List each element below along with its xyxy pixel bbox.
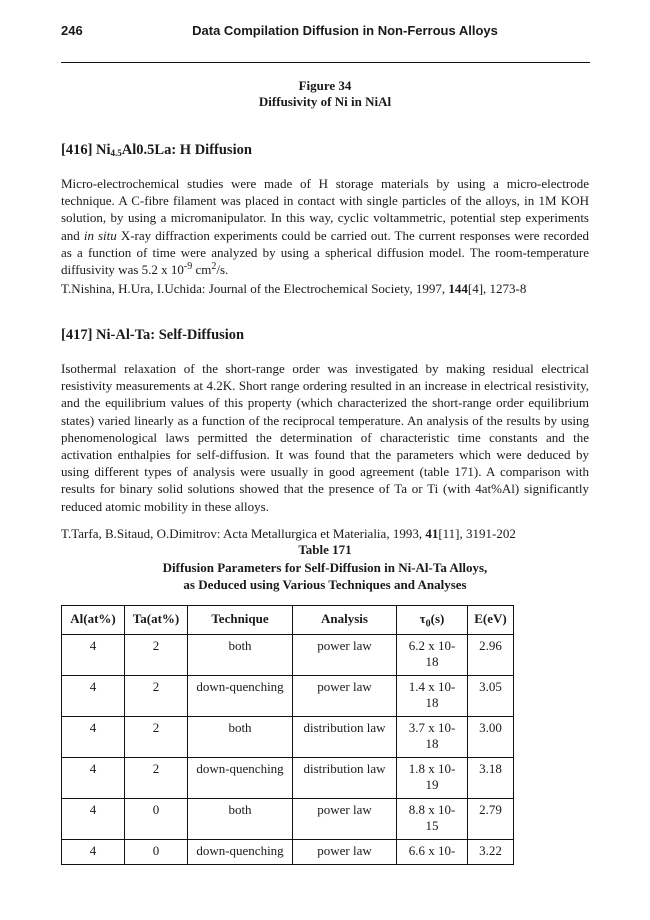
unit-exponent: 2 (211, 261, 217, 273)
tau-subscript: 0 (425, 618, 431, 630)
body-italic: in situ (83, 227, 117, 243)
header-ta: Ta(at%) (125, 606, 188, 635)
running-title: Data Compilation Diffusion in Non-Ferrous Alloys (192, 23, 498, 38)
tau-value-line1: 6.6 x 10- (408, 843, 456, 858)
header-rule (61, 62, 590, 63)
tau-unit: (s) (430, 611, 445, 626)
ref-volume: 144 (448, 281, 468, 296)
cell-al: 4 (62, 676, 125, 717)
cell-technique: both (188, 635, 293, 676)
header-analysis: Analysis (293, 606, 397, 635)
table-title-line1: Diffusion Parameters for Self-Diffusion in Ni-Al-Ta Alloys, (162, 559, 488, 575)
cell-ta: 2 (125, 758, 188, 799)
cell-al: 4 (62, 840, 125, 865)
cell-analysis: distribution law (293, 717, 397, 758)
cell-al: 4 (62, 717, 125, 758)
header-energy: E(eV) (468, 606, 514, 635)
table-label: Table 171 (298, 542, 352, 557)
cell-ta: 2 (125, 717, 188, 758)
cell-energy: 3.22 (468, 840, 514, 865)
page-number: 246 (61, 23, 83, 38)
cell-energy: 3.18 (468, 758, 514, 799)
section-416-body (61, 175, 589, 278)
tau-value-line2: 18 (425, 695, 439, 710)
table-caption (0, 541, 650, 594)
title-prefix: [416] Ni (61, 142, 111, 158)
cell-technique: both (188, 799, 293, 840)
figure-label: Figure 34 (298, 78, 352, 93)
table-row (62, 635, 514, 676)
ref-pages: [4], 1273-8 (467, 281, 527, 296)
tau-value-line1: 8.8 x 10- (408, 802, 456, 817)
table-row (62, 840, 514, 865)
exponent: -9 (183, 261, 193, 273)
tau-value-line1: 1.4 x 10- (408, 679, 456, 694)
table-row (62, 758, 514, 799)
tau-value-line2: 15 (425, 818, 439, 833)
cell-energy: 3.05 (468, 676, 514, 717)
cell-energy: 3.00 (468, 717, 514, 758)
tau-symbol: τ (419, 611, 426, 626)
cell-analysis: power law (293, 635, 397, 676)
cell-ta: 2 (125, 676, 188, 717)
figure-caption (0, 78, 650, 110)
body-text: Micro-electrochemical studies were made of H storage materials by using a micro-electrode technique. A C-fibre filament was placed in contact with single particles of the alloys, in 1M KOH solution, by using a micromanipulator. In this way, cyclic voltammetric, potential step experiments and (61, 176, 589, 243)
cell-analysis: power law (293, 799, 397, 840)
cell-energy: 2.96 (468, 635, 514, 676)
header-technique: Technique (188, 606, 293, 635)
unit: cm (192, 262, 212, 278)
cell-technique: both (188, 717, 293, 758)
cell-tau (397, 840, 468, 865)
table-row (62, 717, 514, 758)
tau-value-line1: 3.7 x 10- (408, 720, 456, 735)
cell-ta: 0 (125, 799, 188, 840)
section-416-title (61, 142, 252, 159)
cell-analysis: power law (293, 676, 397, 717)
tau-value-line2: 18 (425, 736, 439, 751)
body-text: /s. (216, 262, 229, 278)
cell-tau (397, 799, 468, 840)
cell-al: 4 (62, 635, 125, 676)
cell-tau (397, 717, 468, 758)
cell-technique: down-quenching (188, 840, 293, 865)
cell-tau (397, 758, 468, 799)
tau-value-line1: 1.8 x 10- (408, 761, 456, 776)
cell-energy: 2.79 (468, 799, 514, 840)
cell-al: 4 (62, 799, 125, 840)
tau-value-line2: 19 (425, 777, 439, 792)
cell-al: 4 (62, 758, 125, 799)
title-subscript: 4.5 (110, 148, 122, 158)
header-al: Al(at%) (62, 606, 125, 635)
cell-tau (397, 676, 468, 717)
cell-technique: down-quenching (188, 676, 293, 717)
diffusion-parameters-table (61, 605, 514, 865)
table-header-row (62, 606, 514, 635)
title-suffix: Al0.5La: H Diffusion (121, 142, 252, 158)
cell-technique: down-quenching (188, 758, 293, 799)
cell-tau (397, 635, 468, 676)
body-text: Isothermal relaxation of the short-range order was investigated by making residual electrical resistivity measurements at 4.2K. Short range ordering resulted in an increase in electrical resistivity, and the equilibrium values of this property (which characterized the short-range order equilibrium states) varied linearly as a function of the reciprocal temperature. An analysis of the results by using phenomenological laws permitted the determination of characteristic time constants and the activation enthalpies for self-diffusion. It was found that the parameters which were deduced by using different types of analysis were usually in good agreement (table 171). A comparison with results for binary solid solutions showed that the presence of Ta or Ti (with 4at%Al) significantly reduced atomic mobility in these alloys. (61, 361, 589, 514)
ref-volume: 41 (425, 526, 439, 541)
body-text: X-ray diffraction experiments could be carried out. The current responses were recorded as a function of time were analyzed by using a spherical diffusion model. The room-temperature diffusivity was 5.2 x 10 (61, 227, 589, 278)
ref-authors: T.Nishina, H.Ura, I.Uchida: Journal of the Electrochemical Society, 1997, (61, 281, 449, 296)
section-417-body (61, 360, 589, 515)
cell-analysis: distribution law (293, 758, 397, 799)
table-row (62, 799, 514, 840)
section-417-reference (61, 525, 601, 542)
tau-value-line1: 6.2 x 10- (408, 638, 456, 653)
figure-title: Diffusivity of Ni in NiAl (258, 94, 392, 109)
cell-analysis: power law (293, 840, 397, 865)
table-row (62, 676, 514, 717)
ref-pages: [11], 3191-202 (438, 526, 516, 541)
section-417-title: [417] Ni-Al-Ta: Self-Diffusion (61, 327, 245, 343)
section-416-reference (61, 280, 601, 297)
cell-ta: 2 (125, 635, 188, 676)
tau-value-line2: 18 (425, 654, 439, 669)
ref-authors: T.Tarfa, B.Sitaud, O.Dimitrov: Acta Metallurgica et Materialia, 1993, (61, 526, 426, 541)
header-tau (397, 606, 468, 635)
table-title-line2: as Deduced using Various Techniques and Analyses (183, 577, 467, 592)
cell-ta: 0 (125, 840, 188, 865)
